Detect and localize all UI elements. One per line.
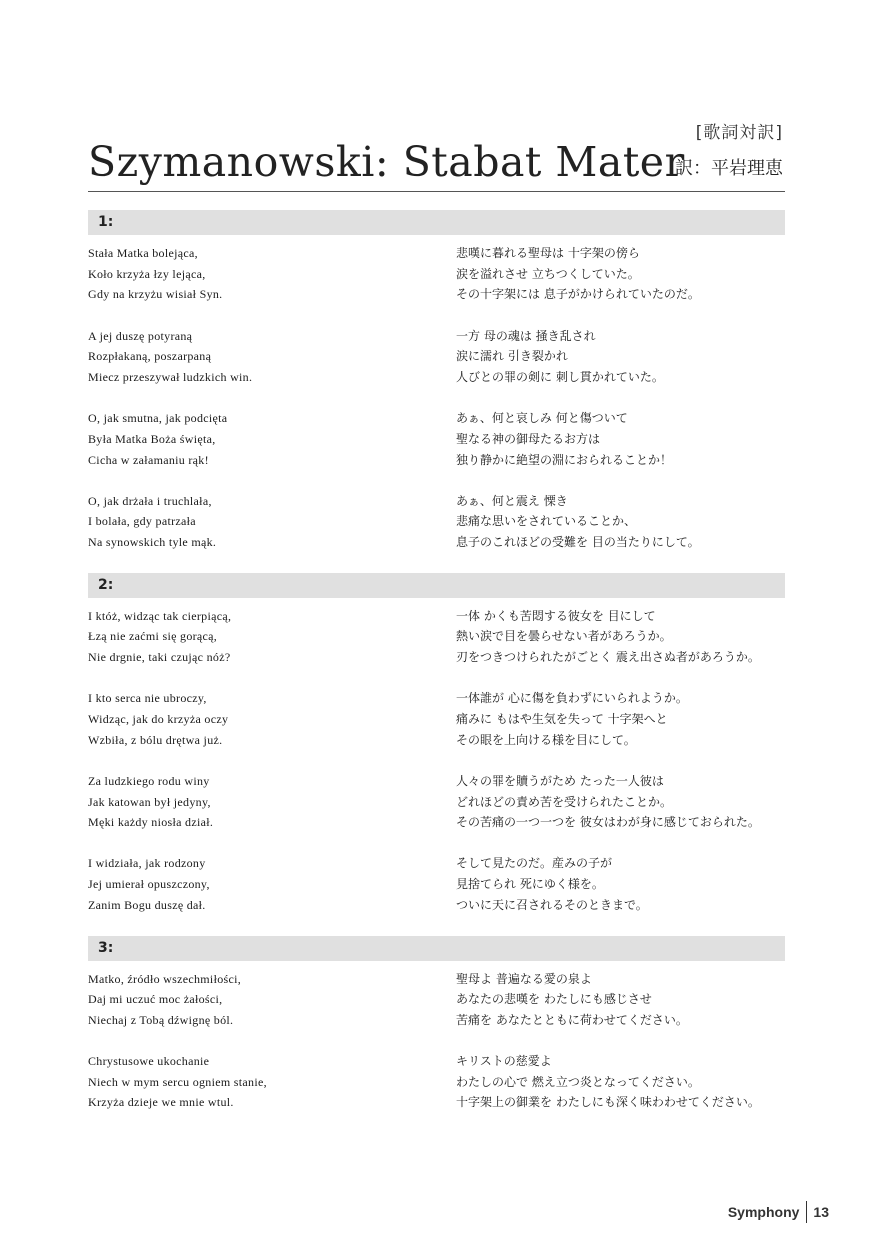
japanese-line: 涙を溢れさせ 立ちつくしていた。 [456,266,640,281]
polish-line: I kto serca nie ubroczy, [88,691,207,706]
japanese-line: 悲痛な思いをされていることか、 [456,514,637,529]
polish-line: Niech w mym sercu ogniem stanie, [88,1074,267,1089]
section-header: 2: [88,573,785,598]
page-footer [728,1201,829,1223]
polish-line: Stała Matka bolejąca, [88,246,198,260]
polish-lyrics [88,771,456,833]
polish-line: Wzbiła, z bólu drętwa już. [88,732,223,747]
polish-line: Nie drgnie, taki czując nóż? [88,650,231,665]
japanese-line: 一体 かくも苦悶する彼女を 目にして [456,608,656,623]
japanese-line: わたしの心で 燃え立つ炎となってください。 [456,1074,700,1089]
polish-lyrics [88,969,456,1031]
stanza [88,243,785,305]
japanese-line: その苦痛の一つ一つを 彼女はわが身に感じておられた。 [456,815,760,830]
polish-line: Była Matka Boża święta, [88,431,216,446]
japanese-line: ついに天に召されるそのときまで。 [456,897,648,912]
translator-credit: 訳：平岩理恵 [675,158,783,179]
polish-line: Cicha w załamaniu rąk! [88,452,209,467]
polish-line: A jej duszę potyraną [88,328,193,343]
japanese-translation [456,243,785,305]
polish-line: O, jak drżała i truchlała, [88,493,212,508]
polish-line: Daj mi uczuć moc żałości, [88,992,223,1007]
polish-lyrics [88,243,456,305]
japanese-translation [456,688,785,750]
polish-lyrics [88,408,456,470]
japanese-line: あぁ、何と震え 慄き [456,493,568,508]
stanza [88,853,785,915]
japanese-line: 聖なる神の御母たるお方は [456,431,601,446]
japanese-line: その眼を上向ける様を目にして。 [456,732,636,747]
polish-line: I któż, widząc tak cierpiącą, [88,608,232,623]
stanza [88,606,785,668]
stanza [88,771,785,833]
japanese-line: 見捨てられ 死にゆく様を。 [456,877,604,892]
japanese-line: 人々の罪を贖うがため たった一人彼は [456,773,664,788]
lyrics-content [88,210,785,1133]
polish-line: Gdy na krzyżu wisiał Syn. [88,287,223,302]
polish-line: Niechaj z Tobą dźwignę ból. [88,1012,234,1027]
title-divider [88,191,785,192]
polish-lyrics [88,688,456,750]
polish-lyrics [88,491,456,553]
japanese-line: 痛みに もはや生気を失って 十字架へと [456,712,668,726]
japanese-line: 熱い涙で目を曇らせない者があろうか。 [456,629,672,644]
polish-line: Za ludzkiego rodu winy [88,773,210,788]
polish-line: Rozpłakaną, poszarpaną [88,349,212,364]
polish-lyrics [88,326,456,388]
section-header: 3: [88,936,785,961]
japanese-line: あぁ、何と哀しみ 何と傷ついて [456,411,628,426]
polish-lyrics [88,606,456,668]
japanese-line: 聖母よ 普遍なる愛の泉よ [456,971,592,986]
polish-line: O, jak smutna, jak podcięta [88,411,228,426]
japanese-translation [456,326,785,388]
japanese-line: あなたの悲嘆を わたしにも感じさせ [456,992,652,1007]
polish-line: Widząc, jak do krzyża oczy [88,712,229,726]
footer-divider [806,1201,807,1223]
japanese-translation [456,606,785,668]
stanza [88,408,785,470]
stanza [88,969,785,1031]
japanese-translation [456,408,785,470]
japanese-line: 涙に濡れ 引き裂かれ [456,349,568,364]
japanese-line: 人びとの罪の剣に 刺し貫かれていた。 [456,369,664,384]
section-header: 1: [88,210,785,235]
japanese-line: 一体誰が 心に傷を負わずにいられようか。 [456,691,688,706]
japanese-translation [456,853,785,915]
japanese-line: 十字架上の御業を わたしにも深く味わわせてください。 [456,1095,760,1110]
polish-line: Koło krzyża łzy lejąca, [88,266,206,281]
polish-lyrics [88,1051,456,1113]
polish-line: Miecz przeszywał ludzkich win. [88,369,253,384]
japanese-line: 悲嘆に暮れる聖母は 十字架の傍ら [456,246,640,260]
polish-line: Łzą nie zaćmi się gorącą, [88,629,218,644]
polish-line: Chrystusowe ukochanie [88,1054,210,1069]
publication-name: Symphony [727,1204,800,1220]
polish-line: Jak katowan był jedyny, [88,794,211,809]
page-number: 13 [813,1204,829,1220]
japanese-line: 一方 母の魂は 掻き乱され [456,328,596,343]
japanese-translation [456,1051,785,1113]
stanza [88,326,785,388]
japanese-line: 刃をつきつけられたがごとく 震え出さぬ者があろうか。 [456,650,760,665]
japanese-line: その十字架には 息子がかけられていたのだ。 [456,287,700,302]
stanza [88,688,785,750]
polish-line: I bolała, gdy patrzała [88,514,196,529]
page-title: Szymanowski: Stabat Mater [88,138,685,186]
polish-line: Zanim Bogu duszę dał. [88,897,206,912]
polish-lyrics [88,853,456,915]
polish-line: Na synowskich tyle mąk. [88,535,217,550]
stanza [88,1051,785,1113]
japanese-line: 独り静かに絶望の淵におられることか！ [456,452,673,467]
polish-line: Męki każdy niosła dział. [88,815,214,830]
japanese-translation [456,969,785,1031]
lyrics-translation-tag: [歌詞対訳] [695,123,783,143]
polish-line: Krzyża dzieje we mnie wtul. [88,1095,234,1110]
japanese-line: 苦痛を あなたとともに荷わせてください。 [456,1012,688,1027]
japanese-line: どれほどの責め苦を受けられたことか。 [456,794,673,809]
polish-line: Matko, źródło wszechmiłości, [88,971,242,986]
japanese-translation [456,491,785,553]
polish-line: I widziała, jak rodzony [88,856,206,871]
japanese-line: 息子のこれほどの受難を 目の当たりにして。 [456,535,700,550]
stanza [88,491,785,553]
japanese-translation [456,771,785,833]
polish-line: Jej umierał opuszczony, [88,877,210,892]
japanese-line: キリストの慈愛よ [456,1054,552,1069]
japanese-line: そして見たのだ。産みの子が [456,856,613,871]
